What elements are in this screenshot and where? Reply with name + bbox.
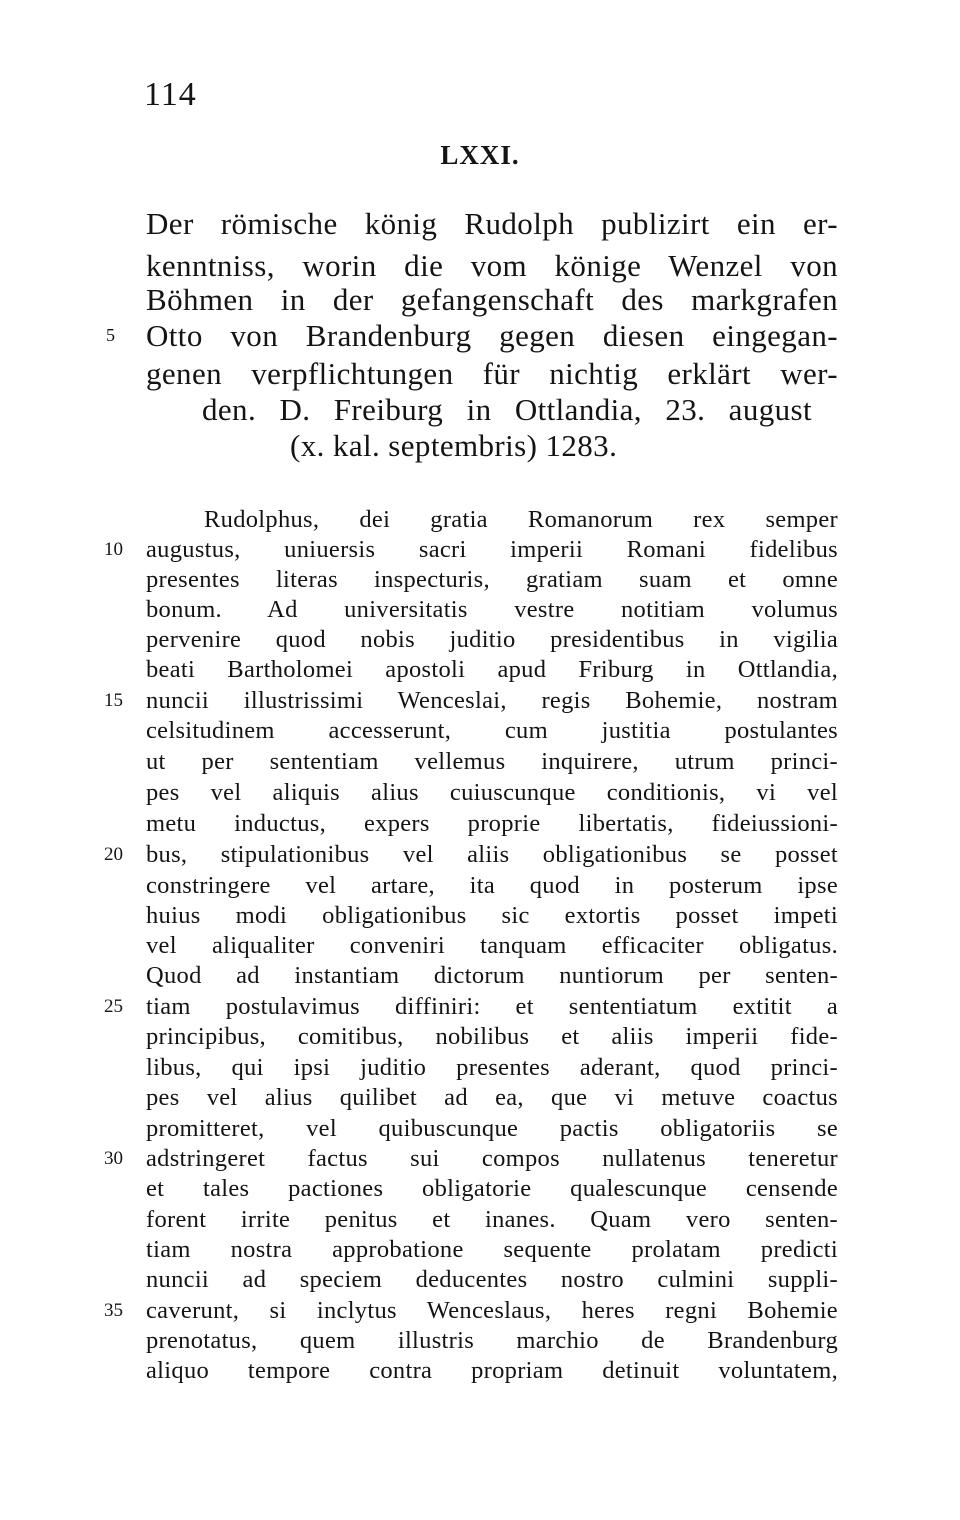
text-line: tiam postulavimus diffiniri: et sententiatum extitit a: [146, 993, 838, 1020]
margin-line-number: 35: [104, 1300, 123, 1321]
summary-line: Der römische könig Rudolph publizirt ein er-: [146, 206, 838, 241]
text-line: caverunt, si inclytus Wenceslaus, heres regni Bohemie: [146, 1297, 838, 1324]
summary-line: kenntniss, worin die vom könige Wenzel von: [146, 248, 838, 283]
text-line: tiam nostra approbatione sequente prolatam predicti: [146, 1236, 838, 1263]
text-line: beati Bartholomei apostoli apud Friburg in Ottlandia,: [146, 656, 838, 683]
text-line: libus, qui ipsi juditio presentes aderant, quod princi-: [146, 1054, 838, 1081]
text-line: bonum. Ad universitatis vestre notitiam volumus: [146, 596, 838, 623]
summary-line: (x. kal. septembris) 1283.: [290, 428, 618, 463]
text-line: prenotatus, quem illustris marchio de Brandenburg: [146, 1327, 838, 1354]
summary-line: Otto von Brandenburg gegen diesen eingegan-: [146, 318, 838, 353]
text-line: pervenire quod nobis juditio presidentibus in vigilia: [146, 626, 838, 653]
summary-line: Böhmen in der gefangenschaft des markgrafen: [146, 282, 838, 317]
text-line: ut per sententiam vellemus inquirere, utrum princi-: [146, 748, 838, 775]
text-line: Quod ad instantiam dictorum nuntiorum per senten-: [146, 962, 838, 989]
summary-line-number: 5: [106, 325, 115, 345]
text-line: et tales pactiones obligatorie qualescunque censende: [146, 1175, 838, 1202]
text-line: promitteret, vel quibuscunque pactis obligatoriis se: [146, 1115, 838, 1142]
text-line: nuncii illustrissimi Wenceslai, regis Bohemie, nostram: [146, 687, 838, 714]
text-line: augustus, uniuersis sacri imperii Romani fidelibus: [146, 536, 838, 563]
text-line: constringere vel artare, ita quod in posterum ipse: [146, 872, 838, 899]
margin-line-number: 25: [104, 996, 123, 1017]
text-line: pes vel alius quilibet ad ea, que vi metuve coactus: [146, 1084, 838, 1111]
summary-line: den. D. Freiburg in Ottlandia, 23. august: [202, 392, 812, 427]
margin-line-number: 15: [104, 690, 123, 711]
margin-line-number: 30: [104, 1148, 123, 1169]
text-line: aliquo tempore contra propriam detinuit voluntatem,: [146, 1357, 838, 1384]
text-line: principibus, comitibus, nobilibus et aliis imperii fide-: [146, 1023, 838, 1050]
text-line: Rudolphus, dei gratia Romanorum rex semper: [204, 506, 838, 533]
text-line: metu inductus, expers proprie libertatis, fideiussioni-: [146, 810, 838, 837]
margin-line-number: 10: [104, 539, 123, 560]
text-line: adstringeret factus sui compos nullatenus teneretur: [146, 1145, 838, 1172]
text-line: nuncii ad speciem deducentes nostro culmini suppli-: [146, 1266, 838, 1293]
summary-line: genen verpflichtungen für nichtig erklärt wer-: [146, 356, 838, 391]
text-line: forent irrite penitus et inanes. Quam vero senten-: [146, 1206, 838, 1233]
text-line: presentes literas inspecturis, gratiam suam et omne: [146, 566, 838, 593]
text-line: pes vel aliquis alius cuiuscunque conditionis, vi vel: [146, 779, 838, 806]
margin-line-number: 20: [104, 844, 123, 865]
document-number: LXXI.: [440, 140, 520, 170]
page-number: 114: [144, 76, 197, 113]
text-line: huius modi obligationibus sic extortis posset impeti: [146, 902, 838, 929]
text-line: celsitudinem accesserunt, cum justitia postulantes: [146, 717, 838, 744]
text-line: vel aliqualiter conveniri tanquam efficaciter obligatus.: [146, 932, 838, 959]
text-line: bus, stipulationibus vel aliis obligationibus se posset: [146, 841, 838, 868]
